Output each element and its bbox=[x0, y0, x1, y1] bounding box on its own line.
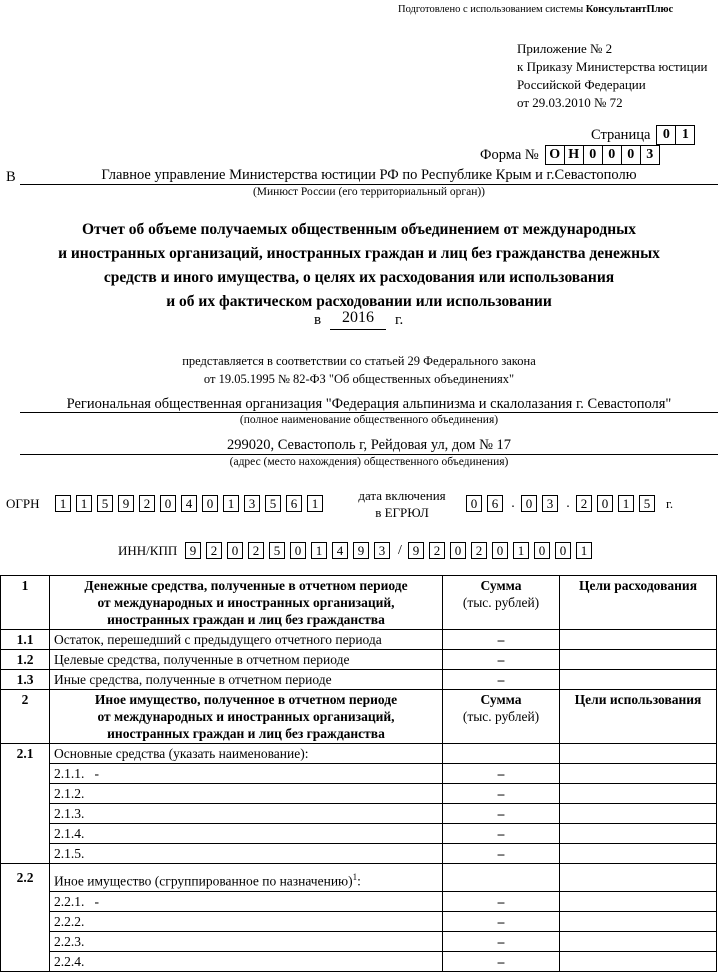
row-number: 1.1 bbox=[1, 630, 50, 650]
ogrn-digit: 2 bbox=[139, 495, 155, 512]
appendix-line: к Приказу Министерства юстиции bbox=[517, 59, 708, 74]
item-text: 2.1.4. bbox=[50, 824, 443, 844]
legal-basis bbox=[0, 352, 718, 388]
org-name-caption: (полное наименование общественного объединения) bbox=[239, 414, 499, 426]
kpp-digit: 2 bbox=[471, 542, 487, 559]
group-title-colon: : bbox=[357, 873, 361, 889]
org-name-underline bbox=[20, 412, 718, 413]
prepared-note bbox=[398, 4, 673, 15]
table-row bbox=[1, 744, 717, 764]
date-digit: 1 bbox=[618, 495, 634, 512]
group-title-text: Иное имущество (сгруппированное по назначению) bbox=[54, 873, 353, 889]
form-label: Форма № bbox=[480, 146, 539, 163]
inn-label: ИНН/КПП bbox=[118, 543, 178, 558]
inn-kpp-separator: / bbox=[398, 542, 402, 558]
kpp-digit: 1 bbox=[513, 542, 529, 559]
footnote-mark[interactable]: 1 bbox=[352, 872, 358, 882]
date-separator: . bbox=[511, 495, 515, 511]
row-goal bbox=[560, 804, 717, 824]
sum-header-unit: (тыс. рублей) bbox=[462, 709, 540, 724]
year-underline bbox=[330, 329, 386, 330]
appendix-block bbox=[517, 40, 708, 112]
recipient-value: Главное управление Министерства юстиции РФ по Республике Крым и г.Севастополю bbox=[101, 167, 637, 183]
row-goal bbox=[560, 911, 717, 931]
row-number: 1.2 bbox=[1, 650, 50, 670]
group-title: Основные средства (указать наименование): bbox=[50, 744, 443, 764]
org-address: 299020, Севастополь г, Рейдовая ул, дом № 17 bbox=[226, 437, 512, 453]
table-row bbox=[1, 864, 717, 892]
group-title bbox=[50, 864, 443, 892]
date-digit: 0 bbox=[521, 495, 537, 512]
form-digit: 3 bbox=[641, 145, 660, 165]
section-title-line: иностранных граждан и лиц без гражданства bbox=[107, 726, 385, 741]
date-digit: 5 bbox=[639, 495, 655, 512]
page-digit: 0 bbox=[656, 125, 676, 145]
form-digit: О bbox=[545, 145, 565, 165]
form-digit: 0 bbox=[622, 145, 641, 165]
row-number: 1.3 bbox=[1, 670, 50, 690]
row-sum: – bbox=[443, 891, 560, 911]
form-digit: Н bbox=[565, 145, 584, 165]
date-suffix: г. bbox=[666, 495, 674, 511]
page-label: Страница bbox=[591, 126, 651, 143]
prepared-text: Подготовлено с использованием системы bbox=[398, 4, 584, 15]
title-line: и иностранных организаций, иностранных граждан и лиц без гражданства денежных bbox=[58, 245, 660, 262]
row-sum: – bbox=[443, 804, 560, 824]
row-goal bbox=[560, 931, 717, 951]
table-row bbox=[1, 670, 717, 690]
row-text: Целевые средства, полученные в отчетном периоде bbox=[50, 650, 443, 670]
section-2-header bbox=[1, 690, 717, 744]
table-row bbox=[1, 804, 717, 824]
row-goal bbox=[560, 844, 717, 864]
kpp-digit: 2 bbox=[429, 542, 445, 559]
section-number: 2 bbox=[1, 690, 50, 744]
org-address-caption: (адрес (место нахождения) общественного объединения) bbox=[229, 456, 509, 468]
egrul-label-line: в ЕГРЮЛ bbox=[375, 505, 429, 520]
sum-header-label: Сумма bbox=[480, 578, 522, 593]
group-number: 2.2 bbox=[1, 864, 50, 972]
basis-line: представляется в соответствии со статьей 29 Федерального закона bbox=[182, 354, 536, 368]
title-line: и об их фактическом расходовании или использовании bbox=[166, 293, 552, 310]
ogrn-label: ОГРН bbox=[6, 496, 40, 511]
report-title bbox=[0, 218, 718, 314]
row-goal bbox=[560, 670, 717, 690]
ogrn-digit: 1 bbox=[76, 495, 92, 512]
year-suffix: г. bbox=[395, 312, 404, 328]
row-sum: – bbox=[443, 951, 560, 971]
table-row bbox=[1, 951, 717, 971]
section-1-header bbox=[1, 576, 717, 630]
prepared-brand: КонсультантПлюс bbox=[585, 4, 674, 15]
table-row bbox=[1, 844, 717, 864]
date-digit: 6 bbox=[487, 495, 503, 512]
inn-digit: 9 bbox=[185, 542, 201, 559]
egrul-label bbox=[352, 487, 452, 521]
inn-digit: 4 bbox=[332, 542, 348, 559]
kpp-digit: 0 bbox=[450, 542, 466, 559]
inn-digit: 3 bbox=[374, 542, 390, 559]
row-goal bbox=[560, 784, 717, 804]
row-text: Остаток, перешедший с предыдущего отчетного периода bbox=[50, 630, 443, 650]
egrul-label-line: дата включения bbox=[358, 488, 446, 503]
sum-header bbox=[443, 690, 560, 744]
date-digit: 2 bbox=[576, 495, 592, 512]
ogrn-digit: 1 bbox=[223, 495, 239, 512]
item-text: 2.2.4. bbox=[50, 951, 443, 971]
ogrn-digit: 0 bbox=[160, 495, 176, 512]
inn-digit: 5 bbox=[269, 542, 285, 559]
row-goal bbox=[560, 891, 717, 911]
table-row bbox=[1, 824, 717, 844]
kpp-digit: 0 bbox=[492, 542, 508, 559]
ogrn-digit: 1 bbox=[307, 495, 323, 512]
item-text: 2.1.2. bbox=[50, 784, 443, 804]
row-goal bbox=[560, 744, 717, 764]
ogrn-digit: 5 bbox=[97, 495, 113, 512]
section-title bbox=[50, 576, 443, 630]
sum-header-label: Сумма bbox=[480, 692, 522, 707]
org-name: Региональная общественная организация "Федерация альпинизма и скалолазания г. Севастополя" bbox=[66, 396, 672, 412]
table-row bbox=[1, 931, 717, 951]
table-row bbox=[1, 784, 717, 804]
date-digit: 3 bbox=[542, 495, 558, 512]
inn-digit: 9 bbox=[353, 542, 369, 559]
row-goal bbox=[560, 764, 717, 784]
form-number bbox=[480, 145, 660, 165]
item-text: 2.2.3. bbox=[50, 931, 443, 951]
title-line: средств и иного имущества, о целях их расходования или использования bbox=[103, 269, 615, 286]
section-title bbox=[50, 690, 443, 744]
row-sum: – bbox=[443, 784, 560, 804]
ogrn-digit: 0 bbox=[202, 495, 218, 512]
report-table bbox=[0, 575, 717, 972]
inn-digit: 2 bbox=[206, 542, 222, 559]
kpp-digit: 9 bbox=[408, 542, 424, 559]
appendix-line: Российской Федерации bbox=[517, 77, 646, 92]
item-text: 2.2.2. bbox=[50, 911, 443, 931]
row-sum: – bbox=[443, 824, 560, 844]
ogrn-digit: 9 bbox=[118, 495, 134, 512]
row-goal bbox=[560, 824, 717, 844]
ogrn-digits bbox=[55, 495, 328, 512]
row-goal bbox=[560, 650, 717, 670]
kpp-digit: 1 bbox=[576, 542, 592, 559]
report-year: 2016 bbox=[342, 309, 374, 326]
egrul-date bbox=[466, 495, 673, 512]
ogrn-digit: 1 bbox=[55, 495, 71, 512]
basis-line: от 19.05.1995 № 82-ФЗ "Об общественных объединениях" bbox=[203, 372, 515, 386]
row-goal bbox=[560, 630, 717, 650]
year-prefix: в bbox=[314, 312, 322, 328]
form-digit: 0 bbox=[603, 145, 622, 165]
table-row bbox=[1, 911, 717, 931]
row-goal bbox=[560, 951, 717, 971]
table-row bbox=[1, 650, 717, 670]
kpp-digit: 0 bbox=[555, 542, 571, 559]
page-digit: 1 bbox=[676, 125, 695, 145]
item-text: 2.2.1. - bbox=[50, 891, 443, 911]
row-sum: – bbox=[443, 630, 560, 650]
table-row bbox=[1, 891, 717, 911]
section-title-line: Иное имущество, полученное в отчетном периоде bbox=[94, 692, 398, 707]
section-number: 1 bbox=[1, 576, 50, 630]
row-sum: – bbox=[443, 650, 560, 670]
kpp-digit: 0 bbox=[534, 542, 550, 559]
form-digit: 0 bbox=[584, 145, 603, 165]
date-digit: 0 bbox=[466, 495, 482, 512]
row-sum: – bbox=[443, 931, 560, 951]
table-row bbox=[1, 764, 717, 784]
row-goal bbox=[560, 864, 717, 892]
ogrn-digit: 4 bbox=[181, 495, 197, 512]
section-title-line: Денежные средства, полученные в отчетном периоде bbox=[84, 578, 408, 593]
inn-digit: 2 bbox=[248, 542, 264, 559]
section-title-line: иностранных граждан и лиц без гражданства bbox=[107, 612, 385, 627]
page-number bbox=[591, 125, 695, 145]
section-title-line: от международных и иностранных организаций, bbox=[97, 595, 395, 610]
item-text: 2.1.5. bbox=[50, 844, 443, 864]
appendix-line: Приложение № 2 bbox=[517, 41, 613, 56]
group-number: 2.1 bbox=[1, 744, 50, 864]
goal-header: Цели использования bbox=[560, 690, 717, 744]
section-title-line: от международных и иностранных организаций, bbox=[97, 709, 395, 724]
sum-header bbox=[443, 576, 560, 630]
date-digit: 0 bbox=[597, 495, 613, 512]
item-text: 2.1.1. - bbox=[50, 764, 443, 784]
inn-kpp-digits bbox=[185, 542, 597, 559]
date-separator: . bbox=[566, 495, 570, 511]
row-sum: – bbox=[443, 670, 560, 690]
row-sum: – bbox=[443, 844, 560, 864]
title-line: Отчет об объеме получаемых общественным объединением от международных bbox=[82, 221, 636, 238]
row-sum bbox=[443, 864, 560, 892]
recipient-prefix: В bbox=[6, 169, 16, 185]
inn-digit: 1 bbox=[311, 542, 327, 559]
item-text: 2.1.3. bbox=[50, 804, 443, 824]
recipient-caption: (Минюст России (его территориальный орган)) bbox=[252, 186, 486, 198]
org-address-underline bbox=[20, 454, 718, 455]
row-sum bbox=[443, 744, 560, 764]
goal-header: Цели расходования bbox=[560, 576, 717, 630]
recipient-underline bbox=[20, 184, 718, 185]
row-sum: – bbox=[443, 764, 560, 784]
inn-digit: 0 bbox=[227, 542, 243, 559]
ogrn-digit: 6 bbox=[286, 495, 302, 512]
appendix-line: от 29.03.2010 № 72 bbox=[517, 95, 623, 110]
row-sum: – bbox=[443, 911, 560, 931]
ogrn-digit: 3 bbox=[244, 495, 260, 512]
row-text: Иные средства, полученные в отчетном периоде bbox=[50, 670, 443, 690]
ogrn-digit: 5 bbox=[265, 495, 281, 512]
inn-digit: 0 bbox=[290, 542, 306, 559]
table-row bbox=[1, 630, 717, 650]
sum-header-unit: (тыс. рублей) bbox=[462, 595, 540, 610]
